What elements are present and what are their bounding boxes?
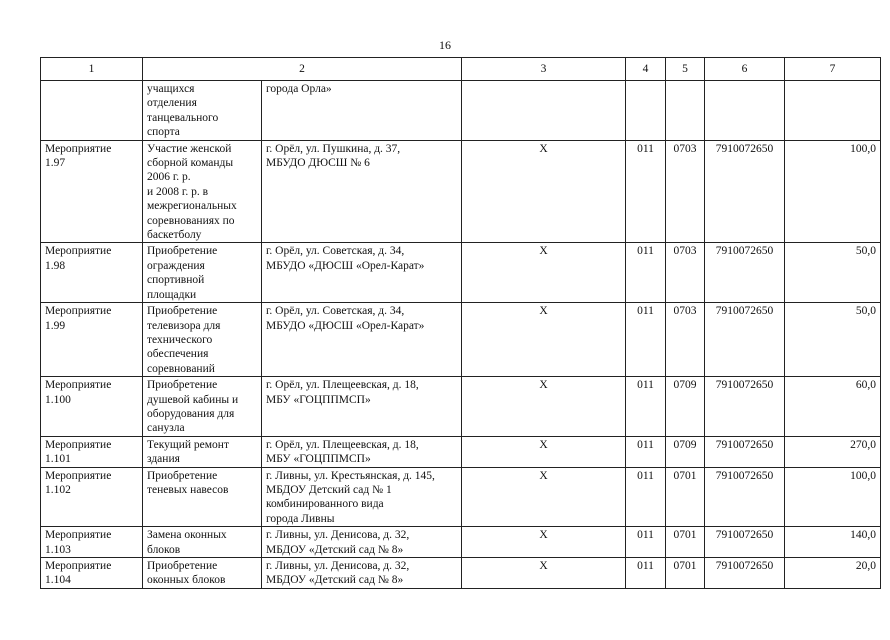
col6-cell: 7910072650	[705, 527, 785, 558]
amount-cell: 50,0	[785, 243, 881, 303]
amount-cell: 100,0	[785, 140, 881, 243]
amount-cell: 20,0	[785, 558, 881, 589]
event-id-cell: Мероприятие 1.103	[41, 527, 143, 558]
col4-cell: 011	[626, 377, 666, 437]
amount-cell: 60,0	[785, 377, 881, 437]
col6-cell: 7910072650	[705, 377, 785, 437]
table-row	[41, 436, 881, 467]
table-row	[41, 527, 881, 558]
col4-cell: 011	[626, 436, 666, 467]
event-name-cell: Текущий ремонт здания	[143, 436, 262, 467]
event-name-cell: Приобретение ограждения спортивной площадки	[143, 243, 262, 303]
col3-cell: Х	[462, 527, 626, 558]
header-col-5: 5	[666, 58, 705, 81]
header-col-3: 3	[462, 58, 626, 81]
event-address-cell: г. Орёл, ул. Советская, д. 34, МБУДО «ДЮСШ «Орел-Карат»	[262, 303, 462, 377]
col3-cell: Х	[462, 436, 626, 467]
col3-cell: Х	[462, 303, 626, 377]
event-id-cell	[41, 81, 143, 141]
table-row	[41, 140, 881, 243]
col5-cell: 0701	[666, 527, 705, 558]
event-address-cell: г. Орёл, ул. Советская, д. 34, МБУДО «ДЮСШ «Орел-Карат»	[262, 243, 462, 303]
header-col-1: 1	[41, 58, 143, 81]
amount-cell: 270,0	[785, 436, 881, 467]
event-address-cell: г. Орёл, ул. Пушкина, д. 37, МБУДО ДЮСШ № 6	[262, 140, 462, 243]
col4-cell: 011	[626, 558, 666, 589]
event-name-cell: Приобретение теневых навесов	[143, 467, 262, 527]
event-name-cell: Приобретение оконных блоков	[143, 558, 262, 589]
col3-cell: Х	[462, 467, 626, 527]
amount-cell: 100,0	[785, 467, 881, 527]
col5-cell: 0701	[666, 558, 705, 589]
event-name-cell: Приобретение телевизора для технического обеспечения соревнований	[143, 303, 262, 377]
col5-cell: 0703	[666, 303, 705, 377]
table-row	[41, 303, 881, 377]
col5-cell: 0701	[666, 467, 705, 527]
col6-cell: 7910072650	[705, 140, 785, 243]
col4-cell: 011	[626, 527, 666, 558]
col5-cell	[666, 81, 705, 141]
event-address-cell: г. Орёл, ул. Плещеевская, д. 18, МБУ «ГОЦППМСП»	[262, 436, 462, 467]
amount-cell: 50,0	[785, 303, 881, 377]
col4-cell	[626, 81, 666, 141]
event-name-cell: учащихся отделения танцевального спорта	[143, 81, 262, 141]
event-address-cell: г. Орёл, ул. Плещеевская, д. 18, МБУ «ГОЦППМСП»	[262, 377, 462, 437]
header-col-4: 4	[626, 58, 666, 81]
col3-cell	[462, 81, 626, 141]
table-row	[41, 558, 881, 589]
table-row	[41, 377, 881, 437]
event-id-cell: Мероприятие 1.98	[41, 243, 143, 303]
event-id-cell: Мероприятие 1.104	[41, 558, 143, 589]
event-name-cell: Приобретение душевой кабины и оборудования для санузла	[143, 377, 262, 437]
col4-cell: 011	[626, 243, 666, 303]
amount-cell: 140,0	[785, 527, 881, 558]
col6-cell: 7910072650	[705, 303, 785, 377]
col6-cell: 7910072650	[705, 436, 785, 467]
amount-cell	[785, 81, 881, 141]
event-name-cell: Замена оконных блоков	[143, 527, 262, 558]
event-id-cell: Мероприятие 1.97	[41, 140, 143, 243]
col6-cell: 7910072650	[705, 243, 785, 303]
header-row	[41, 58, 881, 81]
event-address-cell: города Орла»	[262, 81, 462, 141]
col5-cell: 0709	[666, 436, 705, 467]
col3-cell: Х	[462, 243, 626, 303]
table-row	[41, 467, 881, 527]
event-id-cell: Мероприятие 1.101	[41, 436, 143, 467]
col6-cell: 7910072650	[705, 558, 785, 589]
col3-cell: Х	[462, 558, 626, 589]
budget-table	[40, 57, 881, 589]
header-col-6: 6	[705, 58, 785, 81]
event-address-cell: г. Ливны, ул. Денисова, д. 32, МБДОУ «Детский сад № 8»	[262, 558, 462, 589]
col6-cell	[705, 81, 785, 141]
header-col-2: 2	[143, 58, 462, 81]
page-number: 16	[439, 38, 451, 52]
col4-cell: 011	[626, 467, 666, 527]
event-id-cell: Мероприятие 1.99	[41, 303, 143, 377]
header-col-7: 7	[785, 58, 881, 81]
col4-cell: 011	[626, 140, 666, 243]
col3-cell: Х	[462, 377, 626, 437]
table-row	[41, 243, 881, 303]
event-id-cell: Мероприятие 1.100	[41, 377, 143, 437]
col5-cell: 0703	[666, 243, 705, 303]
col3-cell: Х	[462, 140, 626, 243]
event-name-cell: Участие женской сборной команды 2006 г. р. и 2008 г. р. в межрегиональных соревнованиях по баскетболу	[143, 140, 262, 243]
table-row	[41, 81, 881, 141]
event-address-cell: г. Ливны, ул. Денисова, д. 32, МБДОУ «Детский сад № 8»	[262, 527, 462, 558]
event-address-cell: г. Ливны, ул. Крестьянская, д. 145, МБДОУ Детский сад № 1 комбинированного вида города Ливны	[262, 467, 462, 527]
col6-cell: 7910072650	[705, 467, 785, 527]
col4-cell: 011	[626, 303, 666, 377]
col5-cell: 0703	[666, 140, 705, 243]
col5-cell: 0709	[666, 377, 705, 437]
event-id-cell: Мероприятие 1.102	[41, 467, 143, 527]
